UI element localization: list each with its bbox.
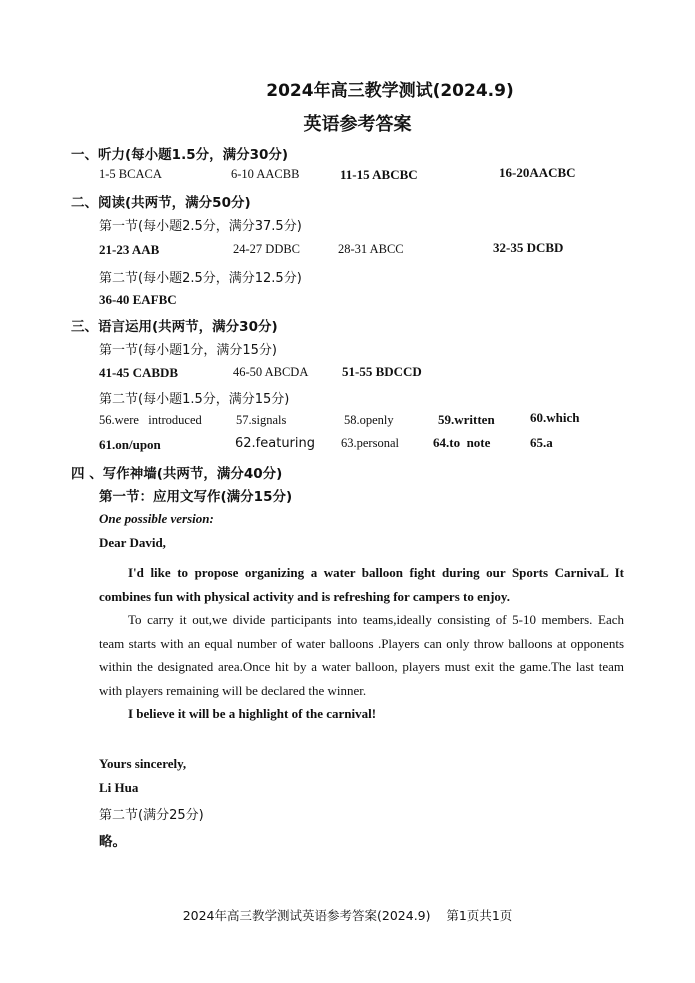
essay-version-label: One possible version: bbox=[99, 511, 214, 526]
answer-28-31: 28-31 ABCC bbox=[338, 242, 404, 256]
answer-51-55: 51-55 BDCCD bbox=[342, 364, 422, 379]
essay-paragraph-2: To carry it out,we divide participants into teams,ideally consisting of 5-10 members. Each team starts with an equal number of water balloons .Players can only throw balloons at opponents within the designated area.Once hit by a water balloon, players must exit the game.The last team with players remaining will be declared the winner. bbox=[99, 612, 624, 698]
essay-paragraph-1: I'd like to propose organizing a water balloon fight during our Sports CarnivaL It combines fun with physical activity and is refreshing for campers to enjoy. bbox=[99, 565, 624, 604]
language-part2-heading: 第二节(每小题1.5分，满分15分) bbox=[99, 392, 290, 407]
answer-62: 62.featuring bbox=[235, 436, 315, 451]
essay-body bbox=[99, 561, 624, 726]
answer-32-35: 32-35 DCBD bbox=[493, 240, 564, 255]
answer-16-20: 16-20AACBC bbox=[499, 165, 576, 180]
answer-11-15: 11-15 ABCBC bbox=[340, 167, 418, 182]
answer-57: 57.signals bbox=[236, 413, 287, 427]
reading-part1-heading: 第一节(每小题2.5分，满分37.5分) bbox=[99, 219, 302, 234]
answer-41-45: 41-45 CABDB bbox=[99, 365, 179, 380]
answer-1-5: 1-5 BCACA bbox=[99, 167, 162, 181]
answer-58: 58.openly bbox=[344, 413, 394, 427]
page-title: 2024年高三教学测试(2024.9) bbox=[266, 81, 514, 101]
answer-6-10: 6-10 AACBB bbox=[231, 167, 300, 181]
answer-24-27: 24-27 DDBC bbox=[233, 242, 301, 256]
answer-36-40: 36-40 EAFBC bbox=[99, 292, 177, 307]
answer-65: 65.a bbox=[530, 435, 553, 450]
answer-56: 56.were introduced bbox=[99, 413, 202, 427]
answer-63: 63.personal bbox=[341, 436, 399, 450]
essay-closing: Yours sincerely, bbox=[99, 756, 187, 771]
language-part1-heading: 第一节(每小题1分，满分15分) bbox=[99, 343, 277, 358]
writing-heading: 四 、写作神墙(共两节，满分40分) bbox=[71, 466, 283, 482]
listening-heading: 一、听力(每小题1.5分，满分30分) bbox=[71, 147, 289, 163]
answer-64: 64.to note bbox=[433, 435, 491, 450]
answer-21-23: 21-23 AAB bbox=[99, 242, 160, 257]
writing-part2-heading: 第二节(满分25分) bbox=[99, 808, 204, 823]
reading-heading: 二、阅读(共两节，满分50分) bbox=[71, 195, 251, 211]
essay-salutation: Dear David, bbox=[99, 535, 166, 550]
writing-part2-text: 略。 bbox=[99, 834, 126, 850]
language-heading: 三、语言运用(共两节，满分30分) bbox=[71, 319, 278, 335]
reading-part2-heading: 第二节(每小题2.5分，满分12.5分) bbox=[99, 271, 302, 286]
page-subtitle: 英语参考答案 bbox=[303, 114, 412, 135]
answer-61: 61.on/upon bbox=[99, 437, 161, 452]
essay-signature-name: Li Hua bbox=[99, 780, 139, 795]
page-footer: 2024年高三教学测试英语参考答案(2024.9) 第1页共1页 bbox=[182, 908, 513, 923]
essay-paragraph-3: I believe it will be a highlight of the carnival! bbox=[128, 706, 377, 721]
answer-59: 59.written bbox=[438, 412, 495, 427]
answer-46-50: 46-50 ABCDA bbox=[233, 365, 309, 379]
answer-60: 60.which bbox=[530, 410, 580, 425]
writing-part1-heading: 第一节：应用文写作(满分15分) bbox=[99, 489, 293, 505]
